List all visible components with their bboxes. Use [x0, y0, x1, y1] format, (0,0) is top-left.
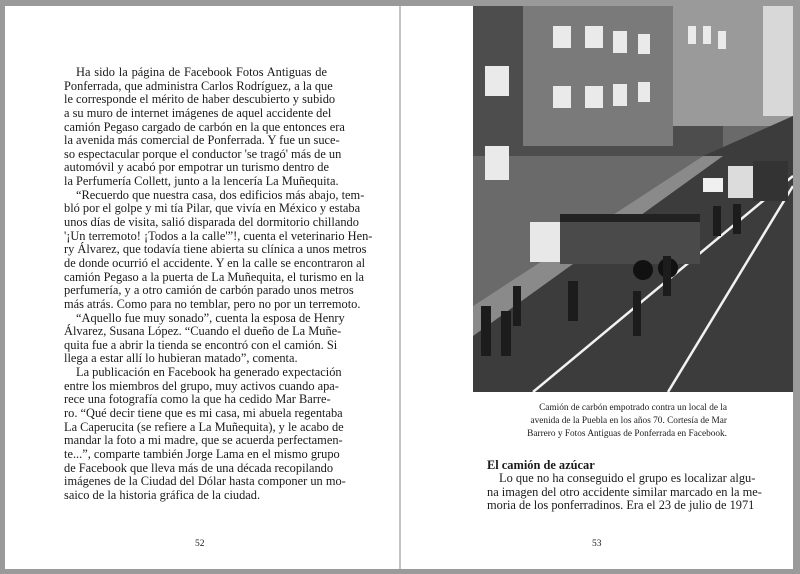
- right-page: [401, 6, 793, 569]
- text-line: la Perfumería Collett, junto a la lencería La Muñequita.: [64, 174, 339, 189]
- text-line: Ponferrada, que administra Carlos Rodríguez, a la que: [64, 78, 333, 93]
- text-line: Ha sido la página de Facebook Fotos Antiguas de: [76, 65, 327, 79]
- caption-line: Camión de carbón empotrado contra un local de la: [539, 403, 727, 413]
- text-line: le corresponde el mérito de haber descubierto y subido: [64, 92, 336, 107]
- text-line: perfumería, y a otro camión de carbón parado unos metros: [64, 283, 354, 298]
- text-line: quita fue a abrir la tienda se encontró con el camión. Si: [64, 337, 338, 352]
- text-line: saico de la historia gráfica de la ciudad.: [64, 487, 261, 502]
- page-number: 53: [592, 539, 602, 549]
- text-line: na imagen del otro accidente similar marcado en la me-: [487, 484, 762, 499]
- text-line: de Facebook que lleva más de una década recopilando: [64, 460, 334, 475]
- text-line: a su muro de internet imágenes de aquel accidente del: [64, 105, 332, 120]
- page-number: 52: [195, 539, 205, 549]
- text-line: la avenida más comercial de Ponferrada. Y fue un suce-: [64, 133, 340, 148]
- text-line: so espectacular porque el conductor 'se tragó' más de un: [64, 146, 342, 161]
- body-text: [64, 65, 373, 503]
- text-line: '¡Un terremoto! ¡Todos a la calle'”!, cuenta el veterinario Hen-: [64, 228, 373, 243]
- text-line: llega a estar allí lo hubieran matado”, comenta.: [64, 351, 298, 366]
- body-text: [487, 458, 762, 513]
- caption-line: Barrero y Fotos Antiguas de Ponferrada en Facebook.: [527, 429, 727, 439]
- caption-line: avenida de la Puebla en los años 70. Cortesía de Mar: [530, 416, 727, 426]
- photo-caption: [501, 402, 727, 441]
- text-line: entre los miembros del grupo, muy activos cuando apa-: [64, 378, 339, 393]
- text-line: “Recuerdo que nuestra casa, dos edificios más abajo, tem-: [76, 187, 365, 202]
- text-line: ro. “Qué decir tiene que es mi casa, mi abuela regentaba: [64, 406, 343, 421]
- text-line: unos días de visita, salió disparada del dormitorio chillando: [64, 215, 359, 230]
- text-line: La publicación en Facebook ha generado expectación: [76, 365, 342, 380]
- text-line: mandar la foto a mi madre, que se acuerda perfectamen-: [64, 433, 343, 448]
- left-page: [5, 6, 399, 569]
- text-line: Lo que no ha conseguido el grupo es localizar algu-: [499, 471, 756, 485]
- street-accident-photo: [473, 6, 793, 392]
- text-line: Álvarez, Susana López. “Cuando el dueño de La Muñe-: [64, 324, 342, 339]
- text-line: más atrás. Como para no temblar, pero no por un terremoto.: [64, 296, 361, 311]
- section-heading: El camión de azúcar: [487, 458, 595, 472]
- text-line: moria de los ponferradinos. Era el 23 de julio de 1971: [487, 498, 755, 513]
- text-line: ry Álvarez, que todavía tiene abierta su clínica a unos metros: [64, 242, 367, 257]
- text-line: de donde ocurrió el accidente. Y en la calle se encontraron al: [64, 255, 366, 270]
- text-line: La Caperucita (se refiere a La Muñequita), y le acabo de: [64, 419, 344, 434]
- text-line: rece una fotografía como la que ha cedido Mar Barre-: [64, 392, 331, 407]
- text-line: automóvil y acabó por empotrar un turismo dentro de: [64, 160, 329, 175]
- text-line: camión Pegaso cargado de carbón en la que entonces era: [64, 119, 345, 134]
- text-line: camión Pegaso a la puerta de La Muñequita, el turismo en la: [64, 269, 365, 284]
- text-line: te...”, comparte también Jorge Lama en el mismo grupo: [64, 446, 340, 461]
- text-line: “Aquello fue muy sonado”, cuenta la esposa de Henry: [76, 310, 345, 325]
- text-line: bló por el golpe y mi tía Pilar, que vivía en México y estaba: [64, 201, 361, 216]
- text-line: imágenes de la Ciudad del Dólar hasta componer un mo-: [64, 474, 346, 489]
